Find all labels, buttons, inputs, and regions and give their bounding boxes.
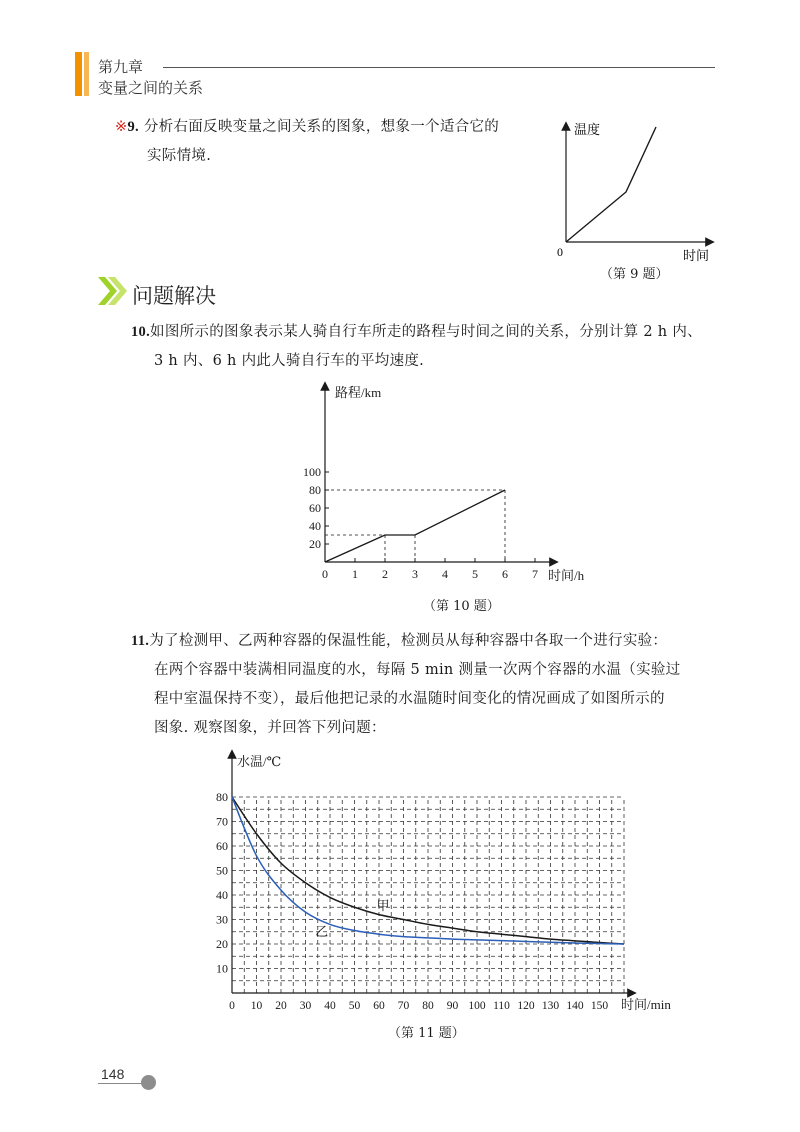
q10-x-tick-label: 6: [502, 567, 508, 581]
q11-series-label-jia: 甲: [376, 897, 390, 913]
q11-x-tick-label: 130: [541, 1000, 560, 1012]
q11-line1: [131, 627, 667, 656]
q11-x-tick-label: 60: [373, 1000, 385, 1012]
q11-y-tick-label: 60: [216, 839, 228, 853]
q11-x-tick-label: 70: [397, 1000, 410, 1012]
q10-text-1: 如图所示的图象表示某人骑自行车所走的路程与时间之间的关系，分别计算 2 h 内、: [150, 324, 702, 340]
q9-text-1: 分析右面反映变量之间关系的图象，想象一个适合它的: [143, 119, 500, 135]
q10-x-tick-label: 4: [442, 567, 448, 581]
q11-x-tick-label: 140: [566, 1000, 584, 1012]
q10-series-line: [325, 490, 505, 562]
q11-y-tick-label: 40: [216, 888, 228, 902]
q10-x-tick-label: 5: [472, 567, 478, 581]
section-title: 问题解决: [132, 285, 216, 308]
q9-chart: [550, 118, 720, 268]
q10-x-label: 时间/h: [548, 568, 585, 583]
q11-x-tick-label: 30: [299, 1000, 312, 1012]
q11-x-tick-label: 110: [493, 1000, 510, 1012]
q10-y-tick-label: 100: [303, 465, 321, 479]
q9-y-label: 温度: [574, 122, 601, 137]
q11-line4: 图象. 观察图象，并回答下列问题：: [154, 720, 386, 736]
q11-y-tick-label: 50: [216, 863, 228, 878]
q11-x-tick-label: 40: [324, 1000, 336, 1012]
chapter-title: 第九章: [98, 59, 144, 76]
q11-x-tick-label: 0: [229, 1000, 235, 1012]
q9-number: 9.: [127, 119, 139, 135]
q10-chart: [290, 378, 610, 588]
page-number: 148: [101, 1066, 125, 1082]
q10-y-label: 路程/km: [335, 385, 382, 400]
q10-y-tick-label: 20: [309, 537, 321, 551]
page-number-dot: [141, 1075, 156, 1090]
q11-text-1: 为了检测甲、乙两种容器的保温性能，检测员从每种容器中各取一个进行实验：: [149, 633, 668, 649]
q11-line3: 程中室温保持不变），最后他把记录的水温随时间变化的情况画成了如图所示的: [154, 691, 665, 707]
q11-x-tick-label: 150: [590, 1000, 609, 1012]
q11-y-tick-label: 10: [216, 961, 228, 976]
header-rule: [163, 67, 715, 68]
q10-x-tick-label: 0: [322, 567, 328, 581]
page-number-rule: [98, 1083, 146, 1084]
q10-line1: [131, 318, 702, 347]
q10-y-tick-label: 40: [309, 519, 321, 533]
q10-x-tick-label: 3: [412, 567, 418, 581]
chapter-subtitle: 变量之间的关系: [98, 80, 204, 97]
q11-chart: [195, 748, 695, 1018]
q11-number: 11.: [131, 633, 150, 649]
q9-series-line: [566, 127, 656, 242]
q10-x-tick-label: 7: [532, 567, 538, 581]
q10-x-tick-label: 2: [382, 567, 388, 581]
q9-line1: [115, 113, 499, 142]
header-accent-bar: [75, 52, 82, 96]
q11-series-label-yi: 乙: [315, 924, 329, 940]
q9-origin: 0: [557, 245, 563, 259]
q9-caption: （第 9 题）: [600, 267, 669, 282]
q10-x-tick-label: 1: [352, 567, 358, 581]
q11-y-tick-label: 30: [216, 912, 228, 927]
q11-x-tick-label: 120: [517, 1000, 535, 1012]
q11-x-tick-label: 80: [422, 1000, 434, 1012]
header-accent-bar-light: [84, 52, 89, 96]
q10-caption: （第 10 题）: [423, 599, 500, 614]
q11-line2: 在两个容器中装满相同温度的水，每隔 5 min 测量一次两个容器的水温（实验过: [154, 662, 681, 678]
q11-x-tick-label: 20: [275, 1000, 287, 1012]
q11-y-label: 水温/℃: [237, 754, 282, 769]
q11-y-tick-label: 70: [216, 814, 228, 829]
q11-caption: （第 11 题）: [388, 1026, 465, 1041]
q9-line2: 实际情境.: [147, 148, 212, 164]
q11-x-tick-label: 50: [348, 1000, 361, 1012]
q10-y-tick-label: 80: [309, 483, 321, 497]
q11-y-tick-label: 80: [216, 790, 228, 804]
q11-x-tick-label: 90: [446, 1000, 459, 1012]
q9-mark: ※: [115, 119, 128, 135]
q11-y-tick-label: 20: [216, 937, 228, 951]
q11-x-tick-label: 10: [250, 1000, 263, 1012]
q9-x-label: 时间: [683, 248, 710, 263]
q10-line2: 3 h 内、6 h 内此人骑自行车的平均速度.: [154, 353, 425, 369]
q10-y-tick-label: 60: [309, 501, 321, 515]
q11-x-tick-label: 100: [468, 1000, 486, 1012]
q11-x-label: 时间/min: [621, 997, 671, 1012]
q10-number: 10.: [131, 324, 151, 340]
section-double-chevron-icon: [96, 274, 130, 308]
